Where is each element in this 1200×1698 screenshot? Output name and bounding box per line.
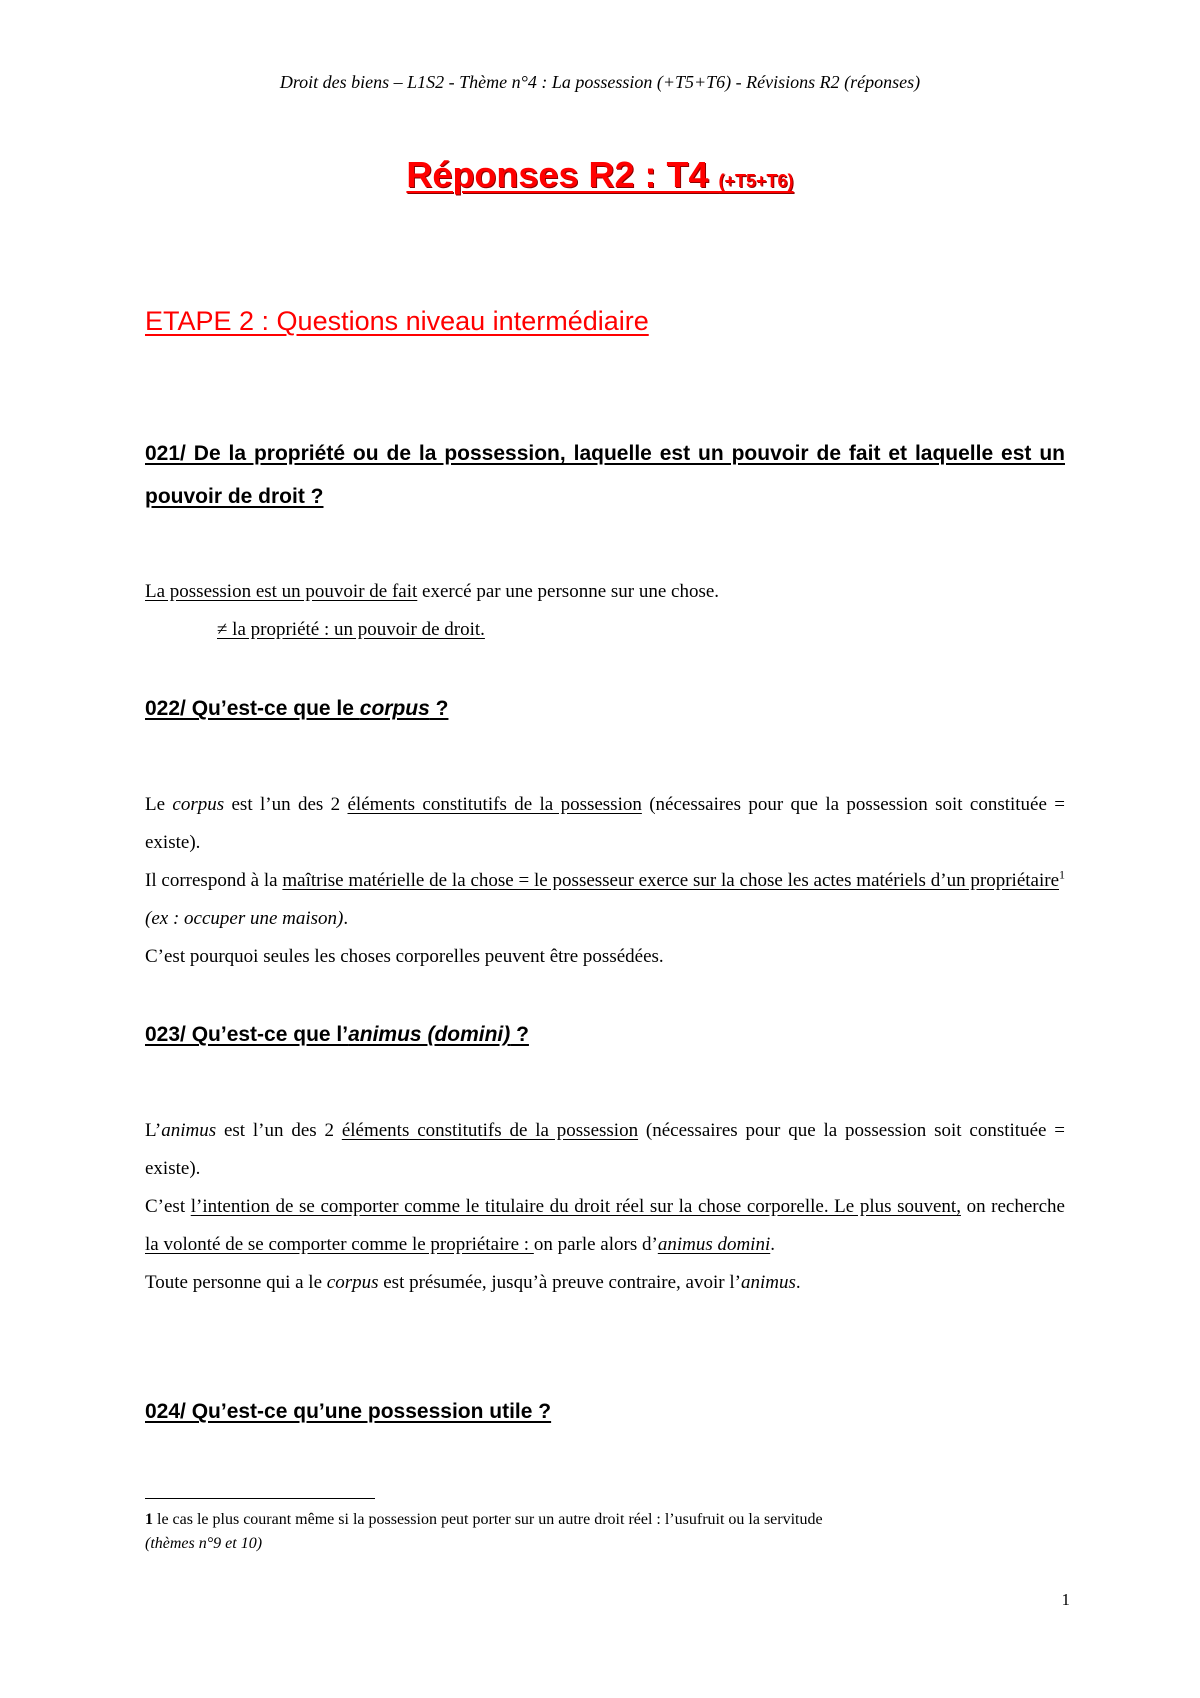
term-corpus: corpus xyxy=(172,794,225,815)
footnote-separator xyxy=(145,1498,375,1499)
answer-023-para-3 xyxy=(145,1264,1065,1302)
text-run: . xyxy=(795,1272,801,1293)
example-text: (ex : occuper une maison) xyxy=(145,908,344,929)
text-run: est présumée, jusqu’à preuve contraire, avoir l’ xyxy=(378,1272,741,1293)
term-animus-domini: animus domini xyxy=(657,1234,771,1255)
term-animus: animus xyxy=(740,1272,796,1293)
text-run: on parle alors d’ xyxy=(533,1234,658,1255)
page-title xyxy=(0,154,1200,196)
text-run: C’est xyxy=(145,1196,191,1217)
answer-022-para-1 xyxy=(145,786,1065,862)
stage-title: ETAPE 2 : Questions niveau intermédiaire xyxy=(145,306,649,336)
text-run: . xyxy=(770,1234,775,1255)
text-run: on recherche xyxy=(960,1196,1065,1217)
footnote-number: 1 xyxy=(145,1511,153,1528)
answer-021-underlined: La possession est un pouvoir de fait xyxy=(145,581,418,602)
underlined-text: la volonté de se comporter comme le propriétaire : xyxy=(145,1234,534,1255)
text-run: est l’un des 2 xyxy=(216,1120,342,1141)
question-022 xyxy=(145,687,1065,730)
running-header: Droit des biens – L1S2 - Thème n°4 : La possession (+T5+T6) - Révisions R2 (réponses) xyxy=(279,72,921,92)
question-022-pre: 022/ Qu’est-ce que le xyxy=(145,697,360,720)
answer-022-para-2 xyxy=(145,862,1065,938)
question-023-pre: 023/ Qu’est-ce que l’ xyxy=(145,1023,349,1046)
question-021: 021/ De la propriété ou de la possession, laquelle est un pouvoir de fait et laquelle est un pouvoir de droit ? xyxy=(145,442,1065,508)
answer-021-rest: exercé par une personne sur une chose. xyxy=(417,581,720,602)
question-024: 024/ Qu’est-ce qu’une possession utile ? xyxy=(145,1400,552,1423)
page-title-suffix: (+T5+T6) xyxy=(718,171,794,191)
footnote-note: (thèmes n°9 et 10) xyxy=(145,1535,263,1552)
underlined-text: l’intention de se comporter comme le titulaire du droit réel sur la chose corporelle. Le plus souvent, xyxy=(190,1196,961,1217)
underlined-text: éléments constitutifs de la possession xyxy=(341,1120,639,1141)
question-022-term: corpus xyxy=(359,697,430,720)
text-run: Toute personne qui a le xyxy=(145,1272,327,1293)
answer-022-para-3: C’est pourquoi seules les choses corporelles peuvent être possédées. xyxy=(145,946,664,967)
text-run: (nécessaires pour que la possession soit constituée = existe). xyxy=(145,1120,1065,1179)
text-run: Il correspond à la xyxy=(145,870,283,891)
answer-022 xyxy=(145,786,1065,976)
footnote-reference[interactable]: 1 xyxy=(1059,867,1066,882)
question-022-post: ? xyxy=(429,697,449,720)
answer-023-para-1 xyxy=(145,1112,1065,1188)
text-run: Le xyxy=(145,794,173,815)
page-number: 1 xyxy=(1061,1590,1070,1609)
term-corpus: corpus xyxy=(326,1272,379,1293)
answer-021-contrast: ≠ la propriété : un pouvoir de droit. xyxy=(217,619,485,640)
question-023-term: animus (domini) xyxy=(348,1023,511,1046)
question-023-post: ? xyxy=(510,1023,529,1046)
text-run: (nécessaires pour que la possession soit constituée = existe). xyxy=(145,794,1065,853)
underlined-text: éléments constitutifs de la possession xyxy=(347,794,642,815)
text-run: . xyxy=(343,908,349,929)
answer-023-para-2 xyxy=(145,1188,1065,1264)
answer-021-line-1 xyxy=(145,573,1065,611)
answer-021-line-2 xyxy=(145,611,1065,649)
footnote xyxy=(145,1508,1065,1556)
text-run: est l’un des 2 xyxy=(224,794,348,815)
answer-021 xyxy=(145,573,1065,649)
answer-023 xyxy=(145,1112,1065,1302)
footnote-text: le cas le plus courant même si la possession peut porter sur un autre droit réel : l’usufruit ou la servitude xyxy=(153,1511,823,1528)
underlined-text: maîtrise matérielle de la chose = le possesseur exerce sur la chose les actes matériels d’un propriétaire xyxy=(282,870,1060,891)
question-023 xyxy=(145,1013,1065,1056)
term-animus: animus xyxy=(161,1120,217,1141)
text-run: L’ xyxy=(145,1120,162,1141)
page-title-main: Réponses R2 : T4 xyxy=(406,154,709,195)
